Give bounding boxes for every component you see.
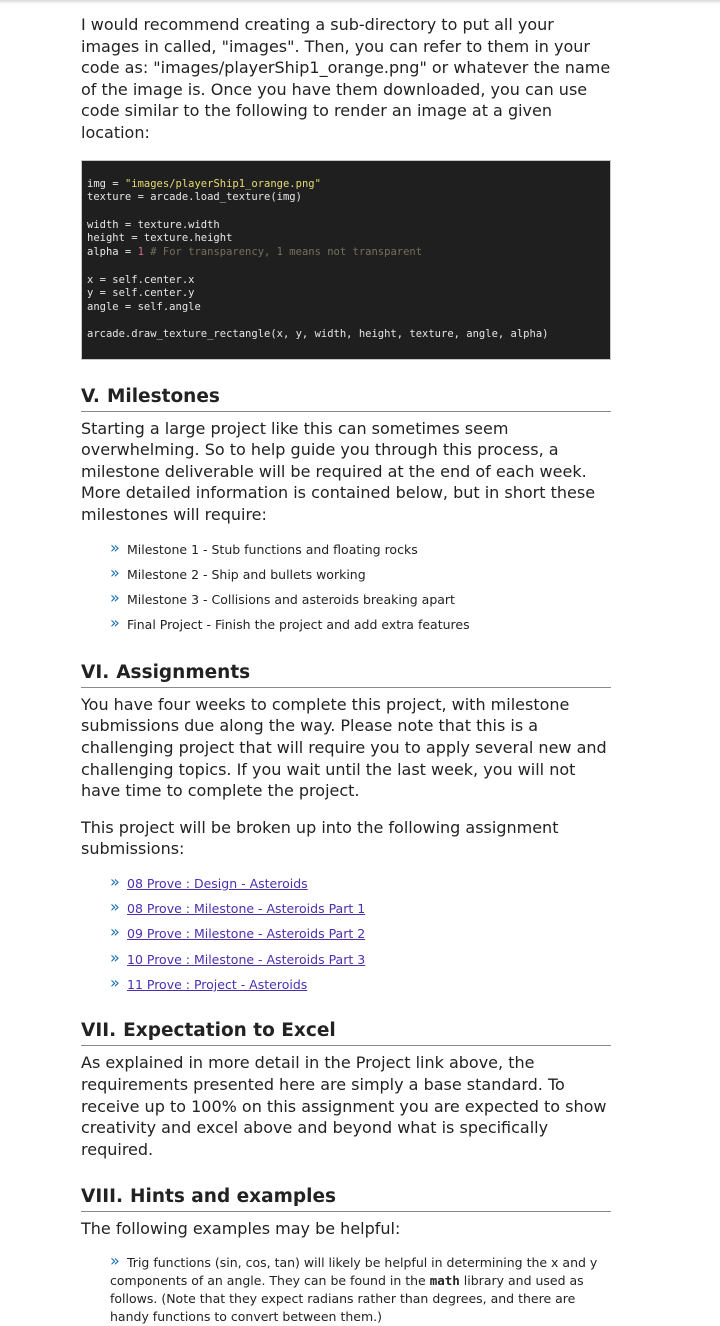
code-line: width = texture.width [87, 218, 220, 231]
bullet-icon: » [110, 897, 120, 917]
assignment-link[interactable]: 11 Prove : Project - Asteroids [127, 977, 308, 993]
top-shadow [0, 0, 720, 4]
list-item: » Milestone 3 - Collisions and asteroids breaking apart [110, 588, 455, 608]
code-line: angle = self.angle [87, 300, 201, 313]
inline-code: math [429, 1272, 460, 1288]
list-item [110, 871, 611, 900]
list-item [110, 922, 611, 950]
code-line: texture = arcade.load_texture(img) [87, 191, 302, 204]
assignment-link-list [81, 871, 611, 1001]
bullet-icon: » [110, 588, 120, 608]
list-item [110, 947, 611, 976]
bullet-icon: » [110, 973, 120, 993]
expectation-paragraph: As explained in more detail in the Project link above, the requirements presented here are simply a base standard. To receive up to 100% on this assignment you are expected to show creativity and excel above and beyond what is specifically required. [81, 1053, 607, 1159]
bullet-icon: » [110, 613, 120, 633]
milestones-paragraph: Starting a large project like this can sometimes seem overwhelming. So to help guide you through this process, a milestone deliverable will be required at the end of each week. More detailed information is contained below, but in short these milestones will require: [81, 418, 596, 524]
assignment-link[interactable]: 08 Prove : Design - Asteroids [127, 875, 308, 891]
list-item: » Milestone 1 - Stub functions and floating rocks [110, 537, 418, 557]
code-line: height = texture.height [87, 232, 233, 245]
bullet-icon: » [110, 537, 120, 557]
code-line: x = self.center.x [87, 273, 195, 286]
assignment-link[interactable]: 10 Prove : Milestone - Asteroids Part 3 [127, 951, 366, 967]
code-line: arcade.draw_texture_rectangle(x, y, width, height, texture, angle, alpha) [87, 328, 549, 341]
list-item [110, 897, 611, 925]
list-item: » Milestone 2 - Ship and bullets working [110, 562, 366, 582]
bullet-icon: » [110, 562, 120, 582]
bullet-icon: » [110, 1250, 120, 1270]
milestone-list [81, 537, 611, 642]
bullet-icon: » [110, 947, 120, 967]
list-item: » Final Project - Finish the project and add extra features [110, 613, 470, 633]
list-item [110, 973, 611, 1001]
bullet-icon: » [110, 871, 120, 891]
hints-list [81, 1250, 611, 1326]
section-heading-milestones: V. Milestones [81, 385, 611, 412]
assignments-paragraph: You have four weeks to complete this project, with milestone submissions due along the way. Please note that this is a challenging project that will require you to apply several new and challenging topics. If you wait until the last week, you will not have time to complete the project. [81, 694, 607, 801]
code-block [81, 160, 611, 360]
code-line: alpha = 1 # For transparency, 1 means not transparent [87, 246, 423, 259]
list-item: » Trig functions (sin, cos, tan) will likely be helpful in determining the x and y components of an angle. They can be found in the math library and used as follows. (Note that they expect radians rather than degrees, and there are handy functions to convert between them.) [110, 1250, 598, 1324]
code-line: img = "images/playerShip1_orange.png" [87, 177, 321, 190]
hints-paragraph: The following examples may be helpful: [81, 1219, 401, 1239]
assignment-link[interactable]: 09 Prove : Milestone - Asteroids Part 2 [127, 926, 366, 942]
section-heading-assignments: VI. Assignments [81, 661, 611, 688]
page-content [81, 14, 611, 1326]
code-line: y = self.center.y [87, 287, 195, 300]
assignment-link[interactable]: 08 Prove : Milestone - Asteroids Part 1 [127, 901, 366, 917]
section-heading-hints: VIII. Hints and examples [81, 1185, 611, 1212]
section-heading-expectation: VII. Expectation to Excel [81, 1019, 611, 1046]
assignments-paragraph-2: This project will be broken up into the following assignment submissions: [81, 817, 559, 859]
intro-paragraph: I would recommend creating a sub-directory to put all your images in called, "images". Then, you can refer to them in your code as: "images/playerShip1_orange.png" or whatever the name of the image is. Once you have them downloaded, you can use code similar to the following to render an image at a given location: [81, 15, 611, 142]
bullet-icon: » [110, 922, 120, 942]
